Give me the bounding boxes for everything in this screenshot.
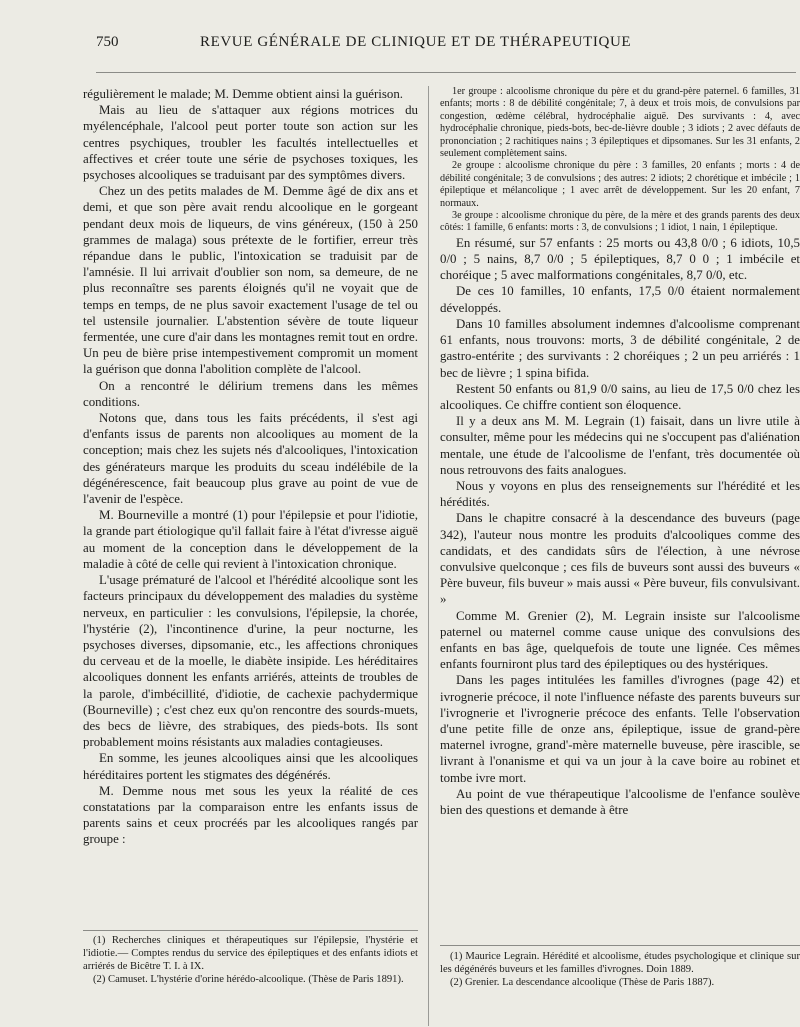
right-paragraph: Dans le chapitre consacré à la descendance des buveurs (page 342), l'auteur nous montre les produits d'alcooliques comme des candidats, et des candidats sûrs de l'élection, à une névrose convulsive quelconque ; ces fils de buveurs sont aussi des buveurs « Père buveur, fils buveur » mais aussi « Père buveur, fils convulsivant. » [440, 511, 800, 607]
left-paragraph: En somme, les jeunes alcooliques ainsi que les alcooliques héréditaires portent les stigmates des dégénérés. [83, 751, 418, 782]
group-entry: 1er groupe : alcoolisme chronique du père et du grand-père paternel. 6 familles, 31 enfants; morts : 8 de débilité congénitale; 7, à deux et trois mois, de convulsions par congestion, œdème célébral, hydrocéphalie aiguë. Des survivants : 4, avec hydrocéphalie chronique, pieds-bots, bec-de-lièvre double ; 3 idiots ; 2 avec défauts de prononciation ; 2 rachitiques nains ; 3 épileptiques et dipsomanes. Sur les 31 enfants, 2 seulement complètement sains. [440, 86, 800, 160]
right-column [440, 86, 800, 928]
right-paragraph: Nous y voyons en plus des renseignements sur l'hérédité et les hérédités. [440, 478, 800, 510]
group-entry: 2e groupe : alcoolisme chronique du père : 3 familles, 20 enfants ; morts : 4 de débilité congénitale; 3 de convulsions ; des autres: 2 idiots; 2 chorétique et imbécile ; 1 épileptique et mélancolique ; 1 avec arrêt de développement. Sur les 20 enfant, 7 normaux. [440, 160, 800, 209]
footnote: (1) Recherches cliniques et thérapeutiques sur l'épilepsie, l'hystérie et l'idiotie.— Comptes rendus du service des épileptiques et des enfants idiots et arriérés de Bicêtre T. I. à IX. [83, 935, 418, 972]
left-paragraph: M. Demme nous met sous les yeux la réalité de ces constatations par la comparaison entre les enfants issus de parents sains et ceux procréés par les alcooliques rangés par groupe : [83, 783, 418, 847]
right-footnotes [440, 950, 800, 1026]
left-paragraph: Chez un des petits malades de M. Demme âgé de dix ans et demi, et que son père avait rendu alcoolique en le gorgeant pendant deux mois de liqueurs, de vins généreux, (150 à 250 grammes de malaga) sous prétexte de le fortifier, erreur très répandue dans le public, l'intoxication se traduisit par de l'amnésie. Il lui arrivait d'oublier son nom, sa demeure, de ne plus reconnaître ses parents éloignés qu'il ne voyait que de temps en temps, de ne plus savoir exactement l'usage de tel ou tel ustensile journalier. L'abstention sévère de toute liqueur fermentée, une cure d'air dans les montagnes remit tout en ordre. Un peu de bière prise intempestivement compromit un moment la guérison que donna l'abolition complète de l'alcool. [83, 184, 418, 377]
left-paragraph: Mais au lieu de s'attaquer aux régions motrices du myélencéphale, l'alcool peut porter toute son action sur les centres psychiques, troubler les facultés intellectuelles et affectives et créer toute une série de psychoses toxiques, les psychoses alcooliques se traduisant par des symptômes divers. [83, 103, 418, 183]
right-paragraph: Au point de vue thérapeutique l'alcoolisme de l'enfance soulève bien des questions et demande à être [440, 786, 800, 817]
left-column [83, 86, 418, 924]
header-rule [96, 72, 796, 73]
right-paragraph: Il y a deux ans M. M. Legrain (1) faisait, dans un livre utile à consulter, même pour les médecins qui ne s'occupent pas d'aliénation mentale, une étude de l'alcoolisme de l'enfant, très documentée où nous retrouvons des faits analogues. [440, 414, 800, 477]
page-number: 750 [96, 34, 119, 50]
right-paragraph: Dans les pages intitulées les familles d'ivrognes (page 42) et ivrognerie précoce, il note l'influence néfaste des parents buveurs sur l'ivrognerie et l'ivrognerie précoce des enfants. Telle l'observation d'une petite fille de onze ans, épileptique, issue de grand-père maternel ivrogne, grand'-mère maternelle buveuse, père irascible, se livrant à l'onanisme et qui va un jour à la cave boire au robinet et tombe ivre mort. [440, 673, 800, 785]
right-paragraph: Dans 10 familles absolument indemnes d'alcoolisme comprenant 61 enfants, nous trouvons: morts, 3 de débilité congénitale, 2 de gastro-entérite ; des survivants : 2 choréiques ; 2 un peu arriérés : 1 bec de lièvre ; 1 spina bifida. [440, 316, 800, 380]
right-paragraph: En résumé, sur 57 enfants : 25 morts ou 43,8 0/0 ; 6 idiots, 10,5 0/0 ; 5 nains, 8,7 0/0 ; 5 épileptiques, 8,7 0 0 ; 1 imbécile et choréique ; 5 avec malformations congénitales, 8,7 0/0, etc. [440, 235, 800, 283]
footnote-rule [83, 930, 418, 931]
left-paragraph: On a rencontré le délirium tremens dans les mêmes conditions. [83, 378, 418, 409]
right-paragraph: De ces 10 familles, 10 enfants, 17,5 0/0 étaient normalement développés. [440, 284, 800, 315]
left-paragraph: Notons que, dans tous les faits précédents, il s'est agi d'enfants issus de parents non alcooliques au moment de la conception; mais chez les sujets nés d'alcooliques, l'intoxication des générateurs marque les produits du sceau indélébile de la dégénérescence, fait beaucoup plus grave au point de vue de l'avenir de l'espèce. [83, 411, 418, 507]
footnote: (1) Maurice Legrain. Hérédité et alcoolisme, études psychologique et clinique sur les dégénérés buveurs et les familles d'ivrognes. Doin 1889. [440, 951, 800, 975]
running-title: REVUE GÉNÉRALE DE CLINIQUE ET DE THÉRAPEUTIQUE [200, 34, 632, 50]
footnote: (2) Grenier. La descendance alcoolique (Thèse de Paris 1887). [450, 977, 715, 988]
right-paragraph: Comme M. Grenier (2), M. Legrain insiste sur l'alcoolisme paternel ou maternel comme cause unique des convulsions des enfants en bas âge, quelquefois de toute une lignée. Ces mêmes enfants fourniront plus tard des épileptiques ou des hystériques. [440, 608, 800, 672]
group-entry: 3e groupe : alcoolisme chronique du père, de la mère et des grands parents des deux côtés: 1 famille, 6 enfants: morts : 3, de convulsions ; 1 idiot, 1 nain, 1 épileptique. [440, 210, 800, 234]
footnote-rule [440, 945, 800, 946]
left-footnotes [83, 934, 418, 1024]
page-header [96, 34, 776, 58]
right-paragraph: Restent 50 enfants ou 81,9 0/0 sains, au lieu de 17,5 0/0 chez les alcooliques. Ce chiffre contient son éloquence. [440, 381, 800, 412]
left-paragraph: régulièrement le malade; M. Demme obtient ainsi la guérison. [83, 87, 404, 101]
column-divider [428, 86, 429, 1026]
left-paragraph: L'usage prématuré de l'alcool et l'hérédité alcoolique sont les facteurs principaux du développement des maladies du système nerveux, en particulier : les convulsions, l'épilepsie, la chorée, l'hystérie (2), l'incontinence d'urine, la peur nocturne, les psychoses diverses, dipsomanie, etc., les affections chroniques du cerveau et de la moelle, le diabète insipide. Les héréditaires alcooliques donnent les enfants arriérés, atteints de troubles de la parole, d'imbécillité, d'idiotie, de cachexie pachydermique (Bourneville) ; c'est chez eux qu'on rencontre des sourds-muets, des becs de lièvre, des strabiques, des pieds-bots. Ils sont probablement moins résistants aux maladies contagieuses. [83, 573, 418, 750]
footnote: (2) Camuset. L'hystérie d'orine hérédo-alcoolique. (Thèse de Paris 1891). [93, 974, 404, 985]
left-paragraph: M. Bourneville a montré (1) pour l'épilepsie et pour l'idiotie, la grande part étiologique qu'il fallait faire à l'état d'ivresse aiguë au moment de la conception dans le développement de la maladie à côté de celle qui revient à l'intoxication chronique. [83, 508, 418, 571]
